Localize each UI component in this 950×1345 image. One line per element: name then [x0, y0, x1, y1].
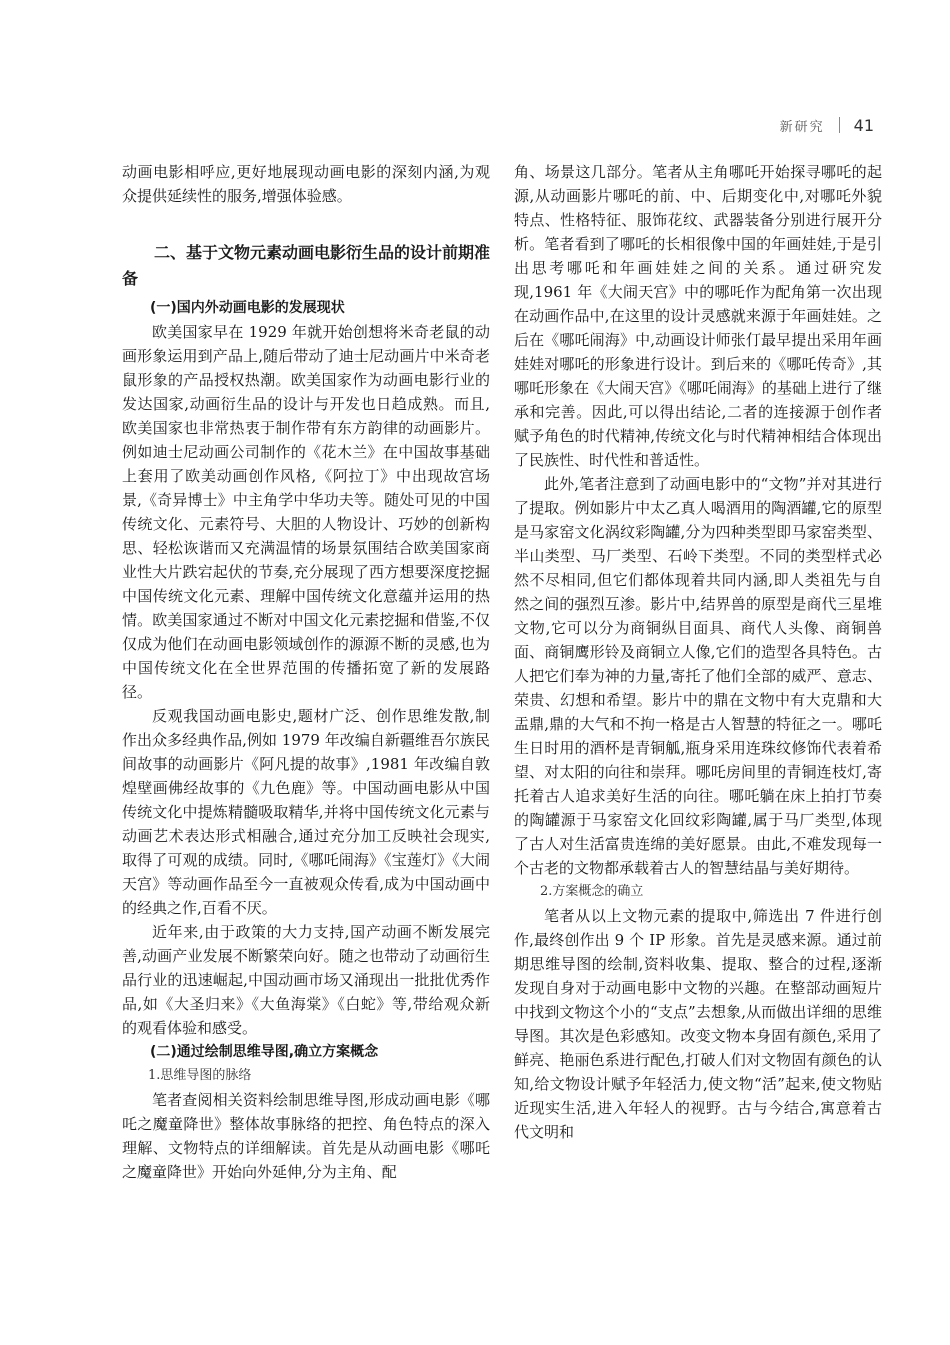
paragraph: 近年来,由于政策的大力支持,国产动画不断发展完善,动画产业发展不断繁荣向好。随之也带动了动画衍生品行业的迅速崛起,中国动画市场又涌现出一批批优秀作品,如《大圣归来》《大鱼海棠》《白蛇》等,带给观众新的观看体验和感受。: [122, 923, 490, 1037]
section-heading: 二、基于文物元素动画电影衍生品的设计前期准备: [122, 243, 491, 288]
paragraph: 欧美国家早在 1929 年就开始创想将米奇老鼠的动画形象运用到产品上,随后带动了迪士尼动画片中米奇老鼠形象的产品授权热潮。欧美国家作为动画电影行业的发达国家,动画衍生品的设计与开发也日趋成熟。而且,欧美国家也非常热衷于制作带有东方韵律的动画影片。例如迪士尼动画公司制作的《花木兰》在中国故事基础上套用了欧美动画创作风格,《阿拉丁》中出现故宫场景,《奇异博士》中主角学中华功夫等。随处可见的中国传统文化、元素符号、大胆的人物设计、巧妙的创新构思、轻松诙谐而又充满温情的场景氛围结合欧美国家商业性大片跌宕起伏的节奏,充分展现了西方想要深度挖掘中国传统文化元素、理解中国传统文化意蕴并运用的热情。欧美国家通过不断对中国文化元素挖掘和借鉴,不仅仅成为他们在动画电影领域创作的源源不断的灵感,也为中国传统文化在全世界范围的传播拓宽了新的发展路径。: [122, 323, 490, 701]
minor-heading: 2.方案概念的确立: [540, 884, 644, 899]
section-label: 新研究: [779, 119, 825, 135]
paragraph: 笔者从以上文物元素的提取中,筛选出 7 件进行创作,最终创作出 9 个 IP 形象。首先是灵感来源。通过前期思维导图的绘制,资料收集、提取、整合的过程,逐渐发现自身对于动画电影中文物的兴趣。在整部动画短片中找到文物这个小的“支点”去想象,从而做出详细的思维导图。其次是色彩感知。改变文物本身固有颜色,采用了鲜亮、艳丽色系进行配色,打破人们对文物固有颜色的认知,给文物设计赋予年轻活力,使文物“活”起来,使文物贴近现实生活,进入年轻人的视野。古与今结合,寓意着古代文明和: [514, 907, 882, 1141]
minor-heading: 1.思维导图的脉络: [148, 1068, 252, 1083]
subsection-heading: (二)通过绘制思维导图,确立方案概念: [150, 1044, 379, 1060]
paragraph: 笔者查阅相关资料绘制思维导图,形成动画电影《哪吒之魔童降世》整体故事脉络的把控、角色特点的深入理解、文物特点的详细解读。首先是从动画电影《哪吒之魔童降世》开始向外延伸,分为主角、配: [122, 1091, 490, 1181]
subsection-heading: (一)国内外动画电影的发展现状: [150, 300, 345, 316]
paragraph: 反观我国动画电影史,题材广泛、创作思维发散,制作出众多经典作品,例如 1979 年改编自新疆维吾尔族民间故事的动画影片《阿凡提的故事》,1981 年改编自敦煌壁画佛经故事的《九色鹿》等。中国动画电影从中国传统文化中提炼精髓吸取精华,并将中国传统文化元素与动画艺术表达形式相融合,通过充分加工反映社会现实,取得了可观的成绩。同时,《哪吒闹海》《宝莲灯》《大闹天宫》等动画作品至今一直被观众传看,成为中国动画中的经典之作,百看不厌。: [122, 707, 490, 917]
paragraph: 此外,笔者注意到了动画电影中的“文物”并对其进行了提取。例如影片中太乙真人喝酒用的陶酒罐,它的原型是马家窑文化涡纹彩陶罐,分为四种类型即马家窑类型、半山类型、马厂类型、石岭下类型。不同的类型样式必然不尽相同,但它们都体现着共同内涵,即人类祖先与自然之间的强烈互渗。影片中,结界兽的原型是商代三星堆文物,它可以分为商铜纵目面具、商代人头像、商铜兽面、商铜鹰形铃及商铜立人像,它们的造型各具特色。古人把它们奉为神的力量,寄托了他们全部的威严、意志、荣贵、幻想和希望。影片中的鼎在文物中有大克鼎和大盂鼎,鼎的大气和不拘一格是古人智慧的特征之一。哪吒生日时用的酒杯是青铜觚,瓶身采用连珠纹修饰代表着希望、对太阳的向往和崇拜。哪吒房间里的青铜连枝灯,寄托着古人追求美好生活的向往。哪吒躺在床上拍打节奏的陶罐源于马家窑文化回纹彩陶罐,属于马厂类型,体现了古人对生活富贵连绵的美好愿景。由此,不难发现每一个古老的文物都承载着古人的智慧结晶与美好期待。: [514, 475, 882, 877]
page-header: [780, 113, 874, 137]
header-divider: [839, 117, 840, 133]
right-column: [514, 160, 882, 1144]
paragraph: 动画电影相呼应,更好地展现动画电影的深刻内涵,为观众提供延续性的服务,增强体验感。: [122, 163, 490, 205]
page-number: 41: [853, 115, 874, 135]
paragraph: 角、场景这几部分。笔者从主角哪吒开始探寻哪吒的起源,从动画影片哪吒的前、中、后期变化中,对哪吒外貌特点、性格特征、服饰花纹、武器装备分别进行展开分析。笔者看到了哪吒的长相很像中国的年画娃娃,于是引出思考哪吒和年画娃娃之间的关系。通过研究发现,1961 年《大闹天宫》中的哪吒作为配角第一次出现在动画作品中,在这里的设计灵感就来源于年画娃娃。之后在《哪吒闹海》中,动画设计师张仃最早提出采用年画娃娃对哪吒的形象进行设计。到后来的《哪吒传奇》,其哪吒形象在《大闹天宫》《哪吒闹海》的基础上进行了继承和完善。因此,可以得出结论,二者的连接源于创作者赋予角色的时代精神,传统文化与时代精神相结合体现出了民族性、时代性和普适性。: [514, 163, 882, 469]
left-column: [122, 160, 490, 1184]
